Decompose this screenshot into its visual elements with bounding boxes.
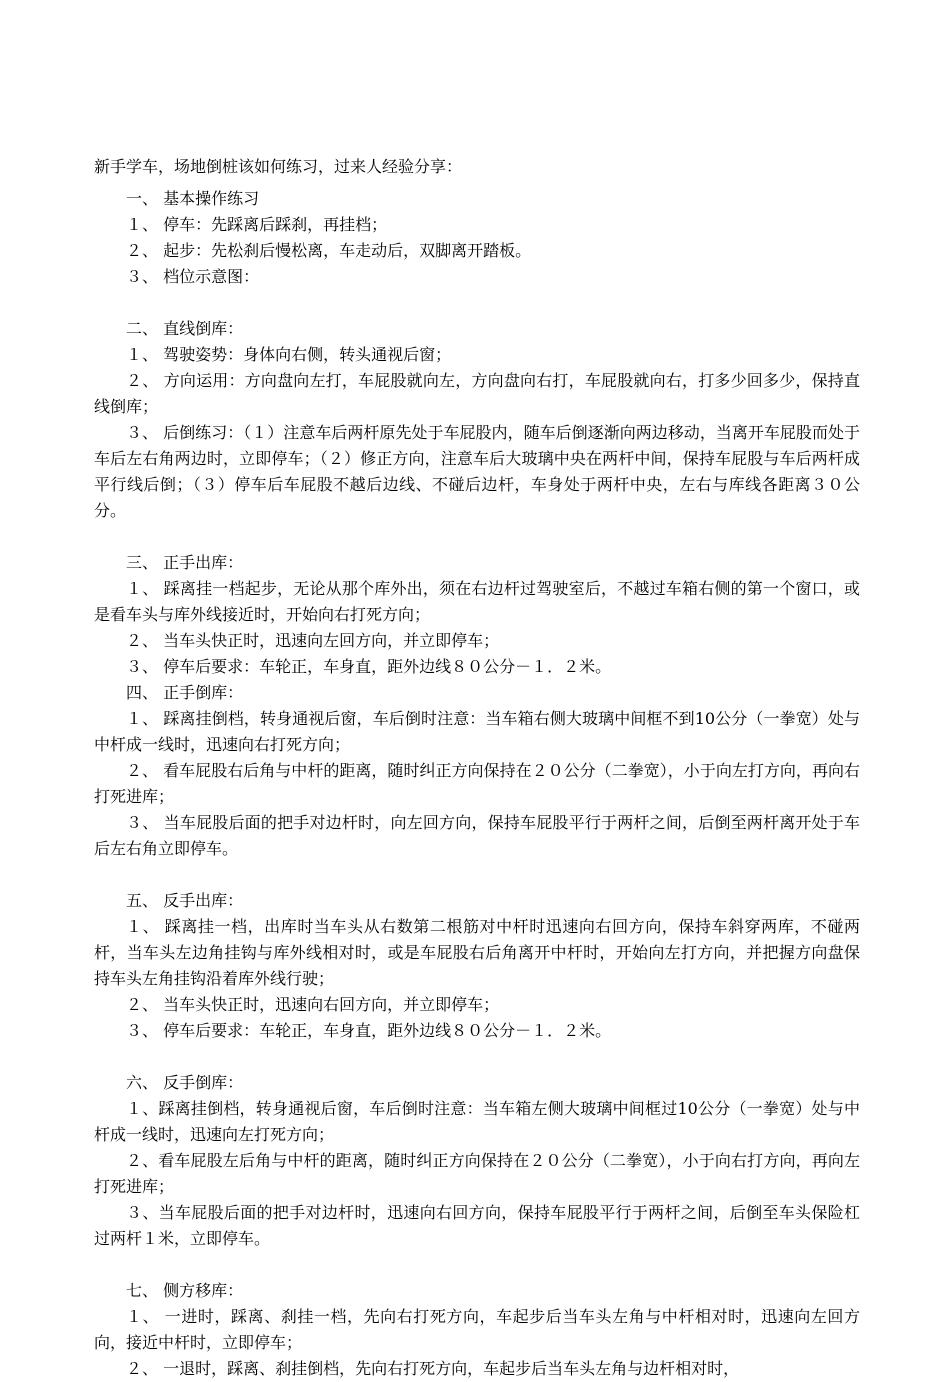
section-heading: 三、 正手出库： (126, 553, 244, 572)
document-title: 新手学车，场地倒桩该如何练习，过来人经验分享： (94, 157, 463, 176)
list-item: ３、 档位示意图： (126, 267, 260, 286)
section-basic-operation (94, 186, 860, 290)
section-forehand-reverse (94, 680, 860, 862)
section-heading: 五、 反手出库： (126, 891, 244, 910)
list-item: １、 一进时，踩离、刹挂一档，先向右打死方向，车起步后当车头左角与中杆相对时，迅速向左回方向，接近中杆时，立即停车； (94, 1307, 860, 1352)
list-item: ３、当车屁股后面的把手对边杆时，迅速向右回方向，保持车屁股平行于两杆之间，后倒至车头保险杠过两杆１米，立即停车。 (94, 1203, 860, 1248)
list-item: １、踩离挂倒档，转身通视后窗，车后倒时注意：当车箱左侧大玻璃中间框过10公分（一拳宽）处与中杆成一线时，迅速向左打死方向； (94, 1099, 860, 1144)
section-backhand-exit (94, 888, 860, 1044)
list-item: １、 踩离挂一档起步，无论从那个库外出，须在右边杆过驾驶室后，不越过车箱右侧的第一个窗口，或是看车头与库外线接近时，开始向右打死方向； (94, 579, 860, 624)
list-item: ２、 当车头快正时，迅速向右回方向，并立即停车； (126, 995, 500, 1014)
list-item: １、 驾驶姿势：身体向右侧，转头通视后窗； (126, 345, 452, 364)
document-page (94, 154, 860, 1382)
section-side-move (94, 1278, 860, 1382)
section-heading: 一、 基本操作练习 (126, 189, 260, 208)
list-item: ２、 方向运用：方向盘向左打，车屁股就向左，方向盘向右打，车屁股就向右，打多少回多少，保持直线倒库； (94, 371, 860, 416)
spacer (94, 862, 860, 888)
list-item: １、 踩离挂倒档，转身通视后窗，车后倒时注意：当车箱右侧大玻璃中间框不到10公分（一拳宽）处与中杆成一线时，迅速向右打死方向； (94, 709, 860, 754)
list-item: １、 停车：先踩离后踩刹，再挂档； (126, 215, 388, 234)
spacer (94, 1044, 860, 1070)
list-item: ３、 停车后要求：车轮正，车身直，距外边线８０公分－１．２米。 (126, 657, 612, 676)
section-forehand-exit (94, 550, 860, 680)
spacer (94, 290, 860, 316)
section-backhand-reverse (94, 1070, 860, 1252)
list-item: ２、 一退时，踩离、刹挂倒档，先向右打死方向，车起步后当车头左角与边杆相对时， (126, 1359, 740, 1378)
section-heading: 二、 直线倒库： (126, 319, 244, 338)
list-item: ２、看车屁股左后角与中杆的距离，随时纠正方向保持在２０公分（二拳宽），小于向右打方向，再向左打死进库； (94, 1151, 860, 1196)
spacer (94, 1252, 860, 1278)
list-item: ２、 看车屁股右后角与中杆的距离，随时纠正方向保持在２０公分（二拳宽），小于向左打方向，再向右打死进库； (94, 761, 860, 806)
list-item: ２、 当车头快正时，迅速向左回方向，并立即停车； (126, 631, 500, 650)
list-item: ３、 停车后要求：车轮正，车身直，距外边线８０公分－１．２米。 (126, 1021, 612, 1040)
list-item: ３、 当车屁股后面的把手对边杆时，向左回方向，保持车屁股平行于两杆之间，后倒至两杆离开处于车后左右角立即停车。 (94, 813, 860, 858)
list-item: １、 踩离挂一档，出库时当车头从右数第二根筋对中杆时迅速向右回方向，保持车斜穿两库，不碰两杆，当车头左边角挂钩与库外线相对时，或是车屁股右后角离开中杆时，开始向左打方向，并把握方向盘保持车头左角挂钩沿着库外线行驶； (94, 917, 860, 988)
section-heading: 四、 正手倒库： (126, 683, 244, 702)
section-straight-reverse (94, 316, 860, 524)
spacer (94, 524, 860, 550)
section-heading: 七、 侧方移库： (126, 1281, 244, 1300)
list-item: ３、 后倒练习：（１）注意车后两杆原先处于车屁股内，随车后倒逐渐向两边移动，当离开车屁股而处于车后左右角两边时，立即停车；（２）修正方向，注意车后大玻璃中央在两杆中间，保持车屁股与车后两杆成平行线后倒；（３）停车后车屁股不越后边线、不碰后边杆，车身处于两杆中央，左右与库线各距离３０公分。 (94, 423, 860, 520)
list-item: ２、 起步：先松刹后慢松离，车走动后，双脚离开踏板。 (126, 241, 532, 260)
section-heading: 六、 反手倒库： (126, 1073, 244, 1092)
